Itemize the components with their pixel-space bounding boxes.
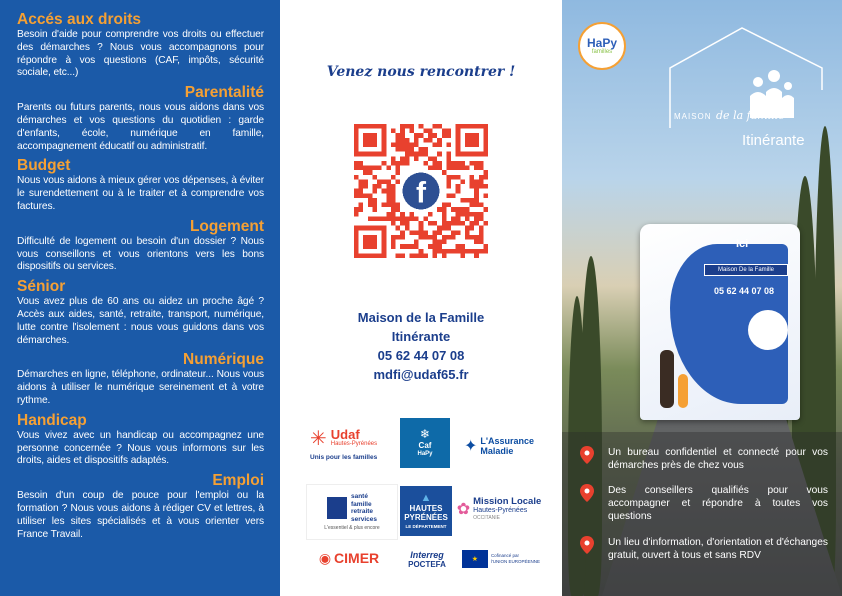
tagline: Venez nous rencontrer ! — [326, 64, 516, 80]
interreg-line2: POCTEFA — [408, 559, 446, 569]
caf-logo — [400, 418, 450, 468]
ml-line2: Hautes-Pyrénées — [473, 507, 528, 514]
sante-line3: retraite — [350, 508, 374, 515]
hp-line3: LE DÉPARTEMENT — [405, 523, 447, 529]
van-ici-text: Ici — [736, 238, 749, 250]
assurance-maladie-logo — [458, 428, 540, 464]
sante-line4: services — [350, 515, 378, 523]
location-pin-icon — [580, 446, 594, 464]
mission-locale-logo — [454, 486, 544, 532]
contact-phone[interactable]: 05 62 44 07 08 — [377, 348, 465, 363]
udaf-name: Udaf — [330, 427, 360, 442]
services-panel — [0, 0, 280, 596]
brand-line2: de la famille — [716, 109, 785, 122]
hp-line2: PYRÉNÉES — [404, 512, 448, 522]
interreg-line1: Interreg — [410, 549, 444, 560]
sante-famille-logo — [306, 484, 398, 540]
feature-text: Des conseillers qualifiés pour vous accompagner et répondre à toutes vos questions — [608, 485, 828, 522]
hp-line1: HAUTES — [409, 503, 443, 513]
section-body: Parents ou futurs parents, nous vous aidons dans vos démarches et vos questions du quotidien : garde d'enfants, école, numérique en famille, accompagnement éducatif ou administratif. — [17, 102, 264, 152]
section-numerique — [17, 350, 264, 407]
flower-icon: ✿ — [456, 501, 471, 518]
caf-line1: Caf — [418, 441, 432, 450]
contact-name-line1: Maison de la Famille — [357, 310, 485, 325]
contact-email[interactable]: mdfi@udaf65.fr — [373, 367, 469, 382]
photo-panel — [562, 0, 842, 596]
person-icon: ✦ — [463, 438, 478, 455]
location-pin-icon — [580, 536, 594, 554]
eu-flag-icon: ★ — [462, 550, 488, 568]
section-title: Numérique — [183, 351, 264, 369]
section-budget — [17, 156, 264, 213]
contact-block — [280, 308, 562, 384]
section-title: Logement — [189, 217, 264, 235]
mother-figure — [660, 350, 674, 408]
contact-panel — [280, 0, 562, 596]
brand-line3: Itinérante — [742, 132, 805, 149]
section-title: Emploi — [212, 472, 264, 490]
sante-line2: famille — [350, 500, 372, 508]
cimer-emblem-icon: ◉ — [318, 549, 332, 566]
udaf-star-icon: ✳ — [310, 427, 327, 450]
section-title: Handicap — [17, 411, 87, 429]
feature-text: Un bureau confidentiel et connecté pour vos démarches près de chez vous — [608, 447, 828, 471]
udaf-tagline: Unis pour les familles — [310, 453, 378, 461]
hapy-text: HaPy — [586, 35, 618, 50]
udaf-logo — [310, 418, 396, 468]
svg-text:f: f — [416, 176, 426, 210]
feature-bullet — [580, 484, 828, 523]
interreg-logo — [398, 544, 456, 574]
section-body: Vous vivez avec un handicap ou accompagnez une personne concernée ? Nous vous informons sur les droits, aides et dispositifs adaptés. — [17, 429, 264, 467]
contact-name-line2: Itinérante — [391, 329, 451, 344]
feature-bullet — [580, 446, 828, 472]
section-acces-droits — [17, 10, 264, 80]
sante-tagline: L'essentiel & plus encore — [324, 525, 380, 531]
qr-code-graphic — [354, 124, 488, 258]
ml-line1: Mission Locale — [473, 496, 542, 507]
van-label: Maison De la Famille — [704, 264, 788, 276]
hapy-subtext: familles — [591, 48, 613, 55]
cimer-name: CIMER — [334, 550, 380, 566]
eu-line2: l'UNION EUROPÉENNE — [490, 559, 541, 564]
mountain-icon: ▲ — [420, 491, 432, 504]
section-title: Parentalité — [184, 84, 264, 102]
qr-code[interactable] — [354, 124, 488, 258]
location-pin-icon — [580, 484, 594, 502]
ml-line3: OCCITANIE — [473, 515, 500, 521]
section-handicap — [17, 411, 264, 468]
assurance-line1: L'Assurance — [480, 436, 535, 446]
hapy-badge — [578, 22, 626, 70]
child-figure — [678, 374, 688, 408]
section-body: Difficulté de logement ou besoin d'un dossier ? Nous vous conseillons et vous orientons vers les bons dispositifs ou services. — [17, 235, 264, 273]
section-title: Sénior — [17, 278, 66, 296]
section-body: Besoin d'un coup de pouce pour l'emploi ou la formation ? Nous vous aidons à rédiger CV et lettres, à utiliser les sites spécialisés et à vous orienter vers France Travail. — [17, 490, 264, 540]
van-illustration — [640, 224, 800, 420]
section-parentalite — [17, 83, 264, 153]
section-body: Démarches en ligne, téléphone, ordinateur... Nous vous aidons à utiliser le numérique sereinement et à votre rythme. — [17, 369, 264, 406]
assurance-line2: Maladie — [480, 446, 514, 456]
sfrs-emblem-icon — [327, 497, 347, 519]
sante-line1: santé — [350, 493, 368, 500]
van-phone: 05 62 44 07 08 — [714, 286, 775, 296]
feature-text: Un lieu d'information, d'orientation et d'échanges gratuit, ouvert à tous et sans RDV — [608, 537, 828, 561]
section-body: Besoin d'aide pour comprendre vos droits ou effectuer des démarches ? Nous vous accompagnons pour répondre à vos questions (CAF, impôts, sécurité sociale, etc...) — [17, 29, 264, 79]
eu-line1: Cofinancé par — [490, 553, 519, 558]
section-body: Nous vous aidons à mieux gérer vos dépenses, à éviter le surendettement ou à le traiter et à comprendre vos factures. — [17, 175, 264, 212]
section-senior — [17, 277, 264, 347]
van-hapy-badge — [748, 310, 788, 350]
section-body: Vous avez plus de 60 ans ou aidez un proche âgé ? Accès aux aides, santé, retraite, transport, numérique, lutte contre l'isolement : nous vous guidons dans vos démarches. — [17, 296, 264, 346]
section-title: Budget — [17, 157, 71, 175]
brand-name — [674, 108, 785, 123]
section-emploi — [17, 471, 264, 541]
brand-line1: MAISON — [674, 112, 712, 121]
cimer-logo — [306, 544, 392, 572]
section-logement — [17, 217, 264, 274]
snowflake-icon: ❄ — [419, 427, 431, 441]
udaf-sub: Hautes-Pyrénées — [330, 441, 378, 447]
caf-line2: HaPy — [417, 451, 433, 457]
hautes-pyrenees-logo — [400, 486, 452, 536]
eu-logo — [456, 546, 546, 572]
section-title: Accés aux droits — [17, 11, 142, 28]
feature-bullet — [580, 536, 828, 562]
